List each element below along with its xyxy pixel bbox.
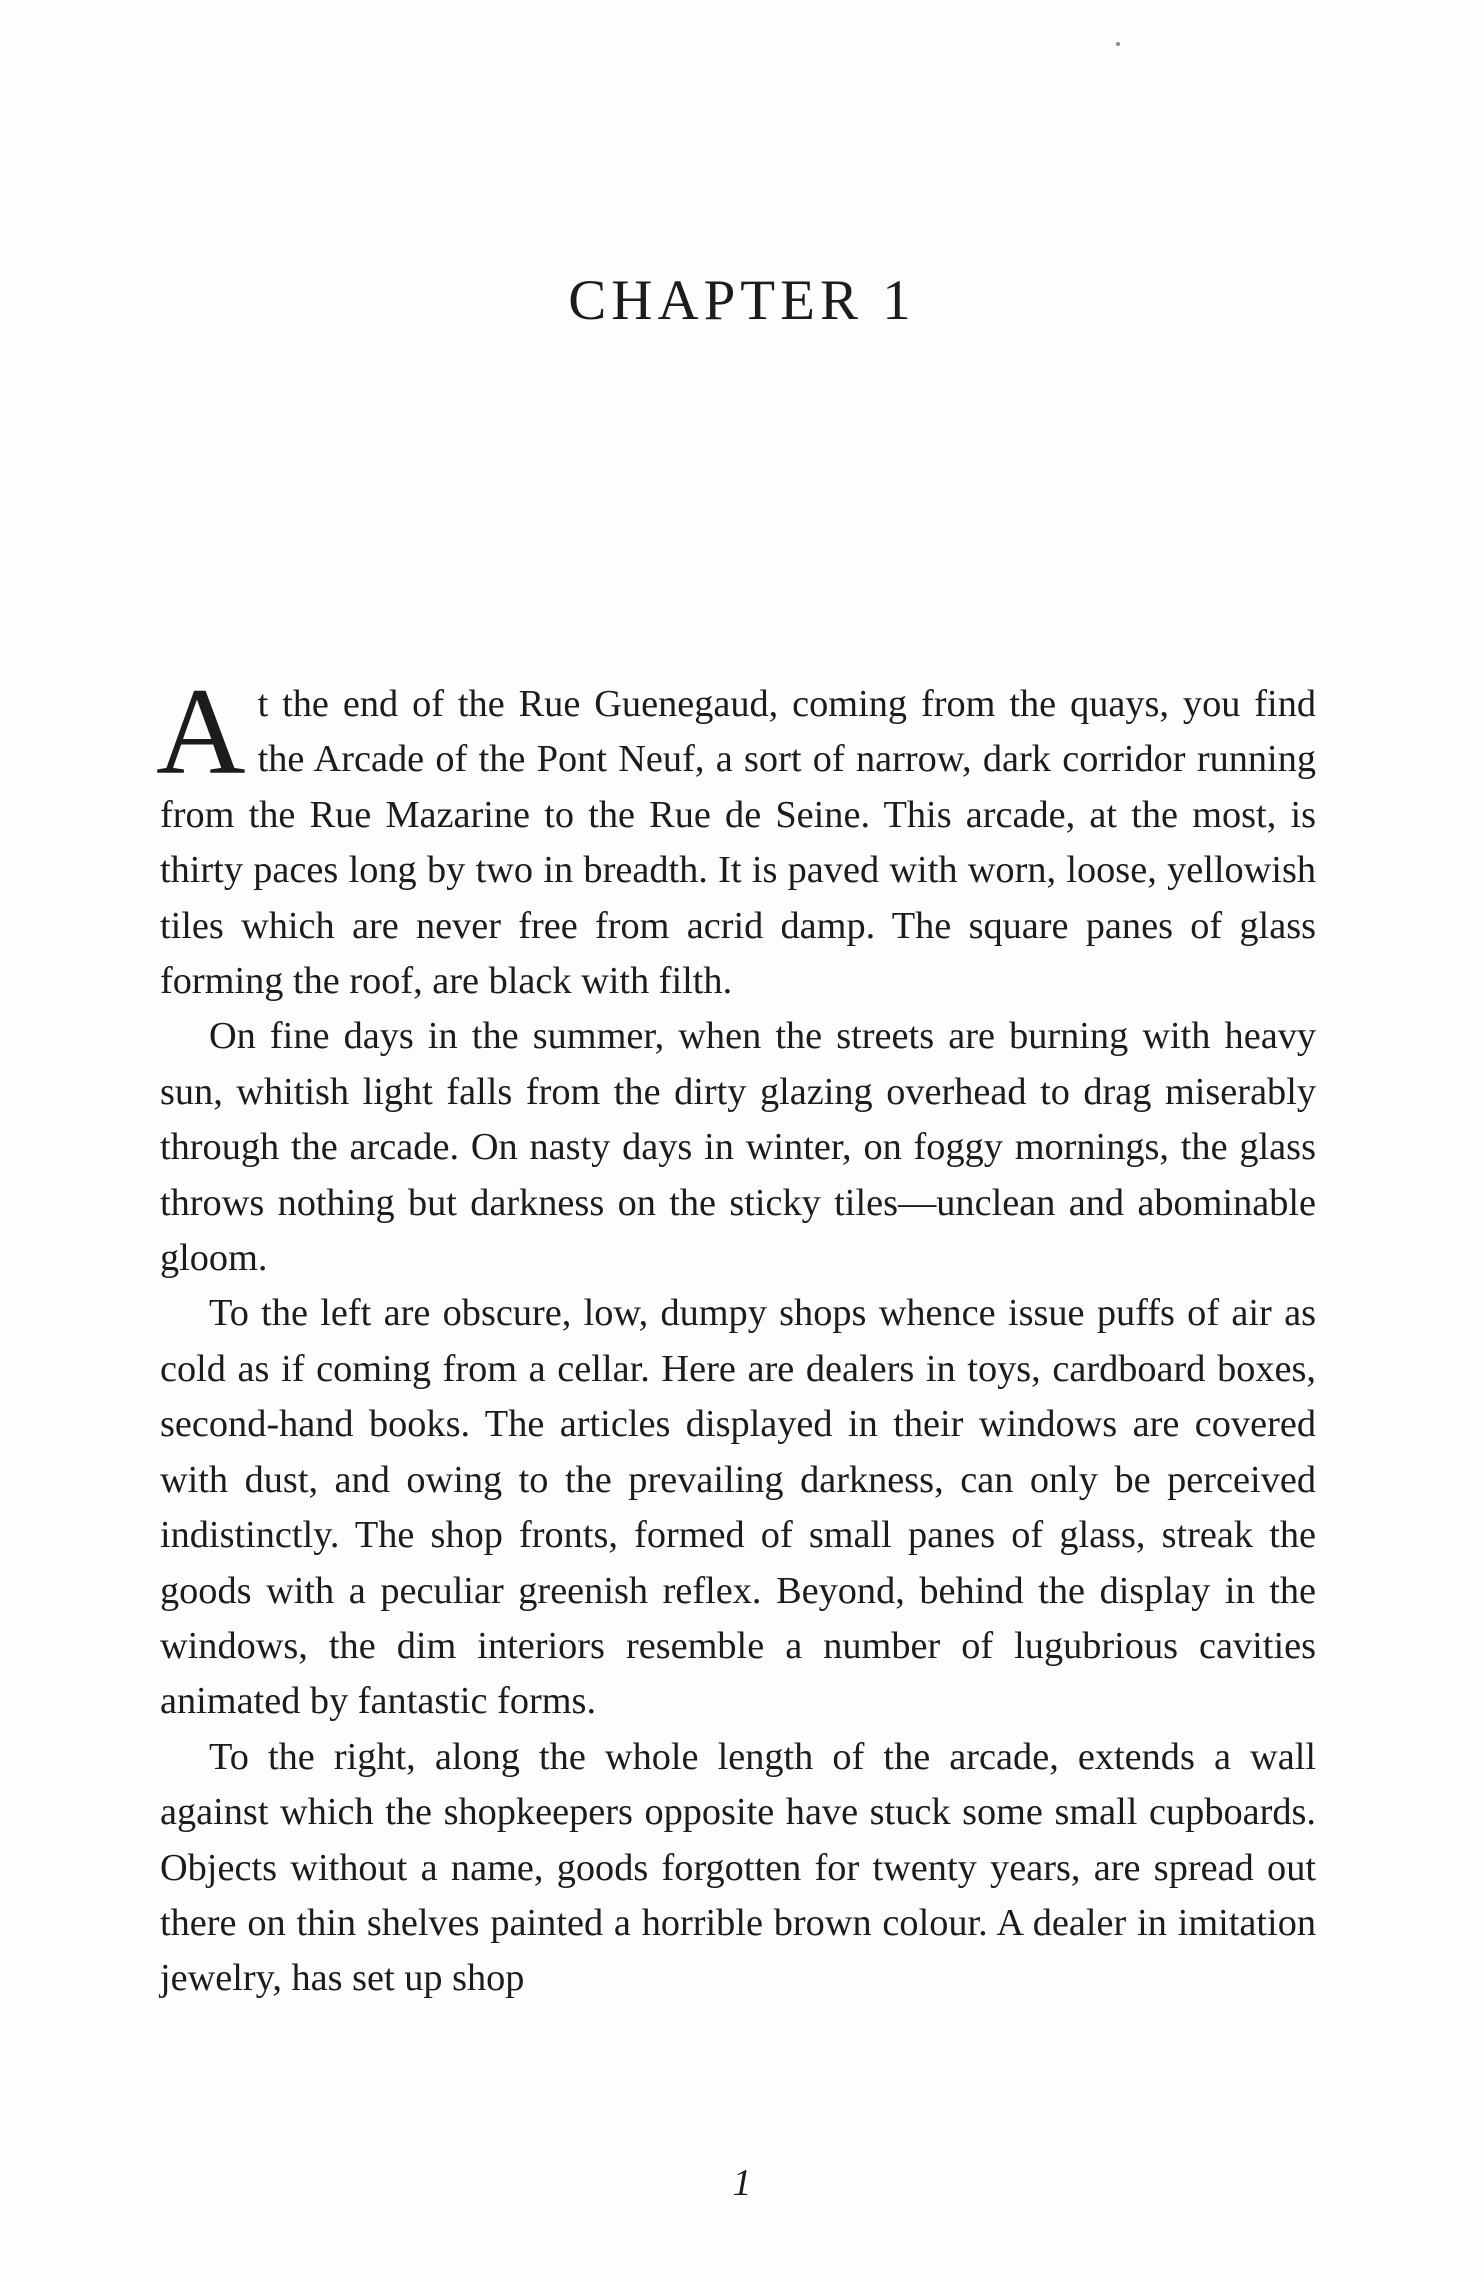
paper-speck	[1116, 42, 1120, 46]
page-number: 1	[732, 2162, 752, 2204]
drop-cap: A	[156, 663, 246, 800]
chapter-title: CHAPTER 1	[568, 269, 916, 332]
paragraph-1	[156, 663, 1316, 1009]
paragraph-3: To the left are obscure, low, dumpy shops whence issue puffs of air as cold as if coming from a cellar. Here are dealers in toys, cardboard boxes, second-hand books. The articles displayed in their windows are covered with dust, and owing to the prevailing darkness, can only be perceived indistinctly. The shop fronts, formed of small panes of glass, streak the goods with a peculiar greenish reflex. Beyond, behind the display in the windows, the dim interiors resemble a number of lugubrious cavities animated by fantastic forms.	[160, 1292, 1316, 1723]
paragraph-4: To the right, along the whole length of the arcade, extends a wall against which the shopkeepers opposite have stuck some small cupboards. Objects without a name, goods forgotten for twenty years, are spread out there on thin shelves painted a horrible brown colour. A dealer in imitation jewelry, has set up shop	[160, 1735, 1316, 2000]
chapter-body	[156, 663, 1316, 2007]
paragraph-2: On fine days in the summer, when the streets are burning with heavy sun, whitish light falls from the dirty glazing overhead to drag miserably through the arcade. On nasty days in winter, on foggy mornings, the glass throws nothing but darkness on the sticky tiles—unclean and abominable gloom.	[160, 1015, 1316, 1280]
paragraph-1-text: t the end of the Rue Guenegaud, coming from the quays, you find the Arcade of the Pont Neuf, a sort of narrow, dark corridor running from the Rue Mazarine to the Rue de Seine. This arcade, at the most, is thirty paces long by two in breadth. It is paved with worn, loose, yellowish tiles which are never free from acrid damp. The square panes of glass forming the roof, are black with filth.	[160, 683, 1316, 1003]
